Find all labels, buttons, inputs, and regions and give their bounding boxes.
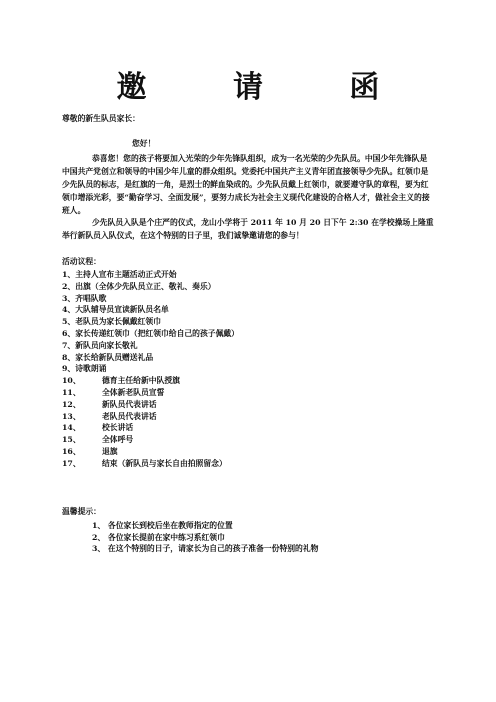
agenda-item-text: 德育主任给新中队授旗 — [102, 376, 180, 386]
agenda-item — [62, 399, 434, 411]
tips-list — [92, 520, 432, 555]
agenda-item-number: 9、 — [62, 364, 76, 374]
agenda-item-number: 5、 — [62, 317, 76, 327]
agenda-item — [62, 328, 434, 340]
agenda-item — [62, 411, 434, 423]
agenda-item-number: 3、 — [62, 293, 76, 303]
agenda-item — [62, 281, 434, 293]
greeting: 您好！ — [132, 139, 156, 148]
agenda-item-text: 大队辅导员宣读新队员名单 — [75, 305, 169, 315]
page-title: 邀 请 函 — [116, 70, 418, 105]
agenda-item — [62, 304, 434, 316]
agenda-item-text: 结束（新队员与家长自由拍照留念） — [102, 458, 227, 468]
agenda-item-number: 14、 — [62, 423, 81, 433]
agenda-item-number: 11、 — [62, 387, 81, 397]
agenda-item — [62, 387, 434, 399]
agenda-item — [62, 293, 434, 305]
agenda-item — [62, 352, 434, 364]
agenda-item — [62, 269, 434, 281]
tip-item: 1、 各位家长到校后坐在教师指定的位置 — [92, 521, 233, 530]
agenda-item — [62, 316, 434, 328]
agenda-item-number: 17、 — [62, 458, 81, 468]
agenda-item — [62, 446, 434, 458]
agenda-item-number: 6、 — [62, 328, 76, 338]
agenda-heading: 活动议程： — [62, 257, 101, 266]
agenda-item-text: 出旗（全体少先队员立正、敬礼、奏乐） — [75, 281, 216, 291]
tips-heading: 温馨提示： — [62, 507, 101, 516]
agenda-item — [62, 375, 434, 387]
agenda-item-text: 主持人宣布主题活动正式开始 — [75, 270, 177, 279]
agenda-item-text: 家长传递红领巾（把红领巾给自己的孩子佩戴） — [75, 328, 239, 338]
agenda-item — [62, 363, 434, 375]
agenda-list — [62, 269, 434, 470]
agenda-item-number: 13、 — [62, 411, 81, 421]
agenda-item-number: 15、 — [62, 435, 81, 445]
tip-item: 3、 在这个特别的日子，请家长为自己的孩子准备一份特别的礼物 — [92, 544, 319, 554]
agenda-item-number: 2、 — [62, 281, 76, 291]
agenda-item-text: 家长给新队员赠送礼品 — [75, 352, 154, 362]
body-paragraph-2: 少先队员入队是个庄严的仪式，龙山小学将于 2011 年 10 月 20 日下午 2:30 在学校操场上隆重举行新队员入队仪式，在这个特别的日子里，我们诚挚邀请您的参与！ — [62, 218, 434, 240]
agenda-item-text: 老队员代表讲话 — [102, 411, 157, 421]
body-paragraph-1: 恭喜您！您的孩子将要加入光荣的少年先锋队组织，成为一名光荣的少先队员。中国少年先锋队是中国共产党创立和领导的中国少年儿童的群众组织。党委托中国共产主义青年团直接领导少先队。红领巾是少先队员的标志，是红旗的一角，是烈士的鲜血染成的。少先队员戴上红领巾，就要遵守队的章程，要为红领巾增添光彩，要“勤奋学习、全面发展”，要努力成长为社会主义现代化建设的合格人才，做社会主义的接班人。 — [62, 154, 430, 215]
agenda-item — [62, 458, 434, 470]
agenda-item-text: 新队员代表讲话 — [102, 399, 157, 409]
agenda-item — [62, 422, 434, 434]
agenda-item-text: 齐唱队歌 — [75, 293, 107, 303]
agenda-item — [62, 434, 434, 446]
agenda-item-text: 全体新老队员宣誓 — [102, 387, 165, 397]
agenda-item-text: 老队员为家长佩戴红领巾 — [75, 317, 161, 327]
agenda-item-number: 1、 — [62, 270, 76, 279]
agenda-item-number: 4、 — [62, 305, 76, 315]
agenda-item-text: 校长讲话 — [102, 423, 134, 433]
agenda-item-number: 7、 — [62, 340, 76, 350]
agenda-item-text: 新队员向家长敬礼 — [75, 340, 138, 350]
agenda-item-text: 退旗 — [102, 446, 118, 456]
tip-item: 2、 各位家长提前在家中练习系红领巾 — [92, 532, 225, 542]
agenda-item-text: 诗歌朗诵 — [75, 364, 107, 374]
salutation: 尊敬的新生队员家长： — [62, 114, 140, 123]
agenda-item — [62, 340, 434, 352]
agenda-item-number: 12、 — [62, 399, 81, 409]
agenda-item-number: 8、 — [62, 352, 76, 362]
agenda-item-text: 全体呼号 — [102, 435, 134, 445]
agenda-item-number: 10、 — [62, 376, 81, 386]
agenda-item-number: 16、 — [62, 446, 81, 456]
